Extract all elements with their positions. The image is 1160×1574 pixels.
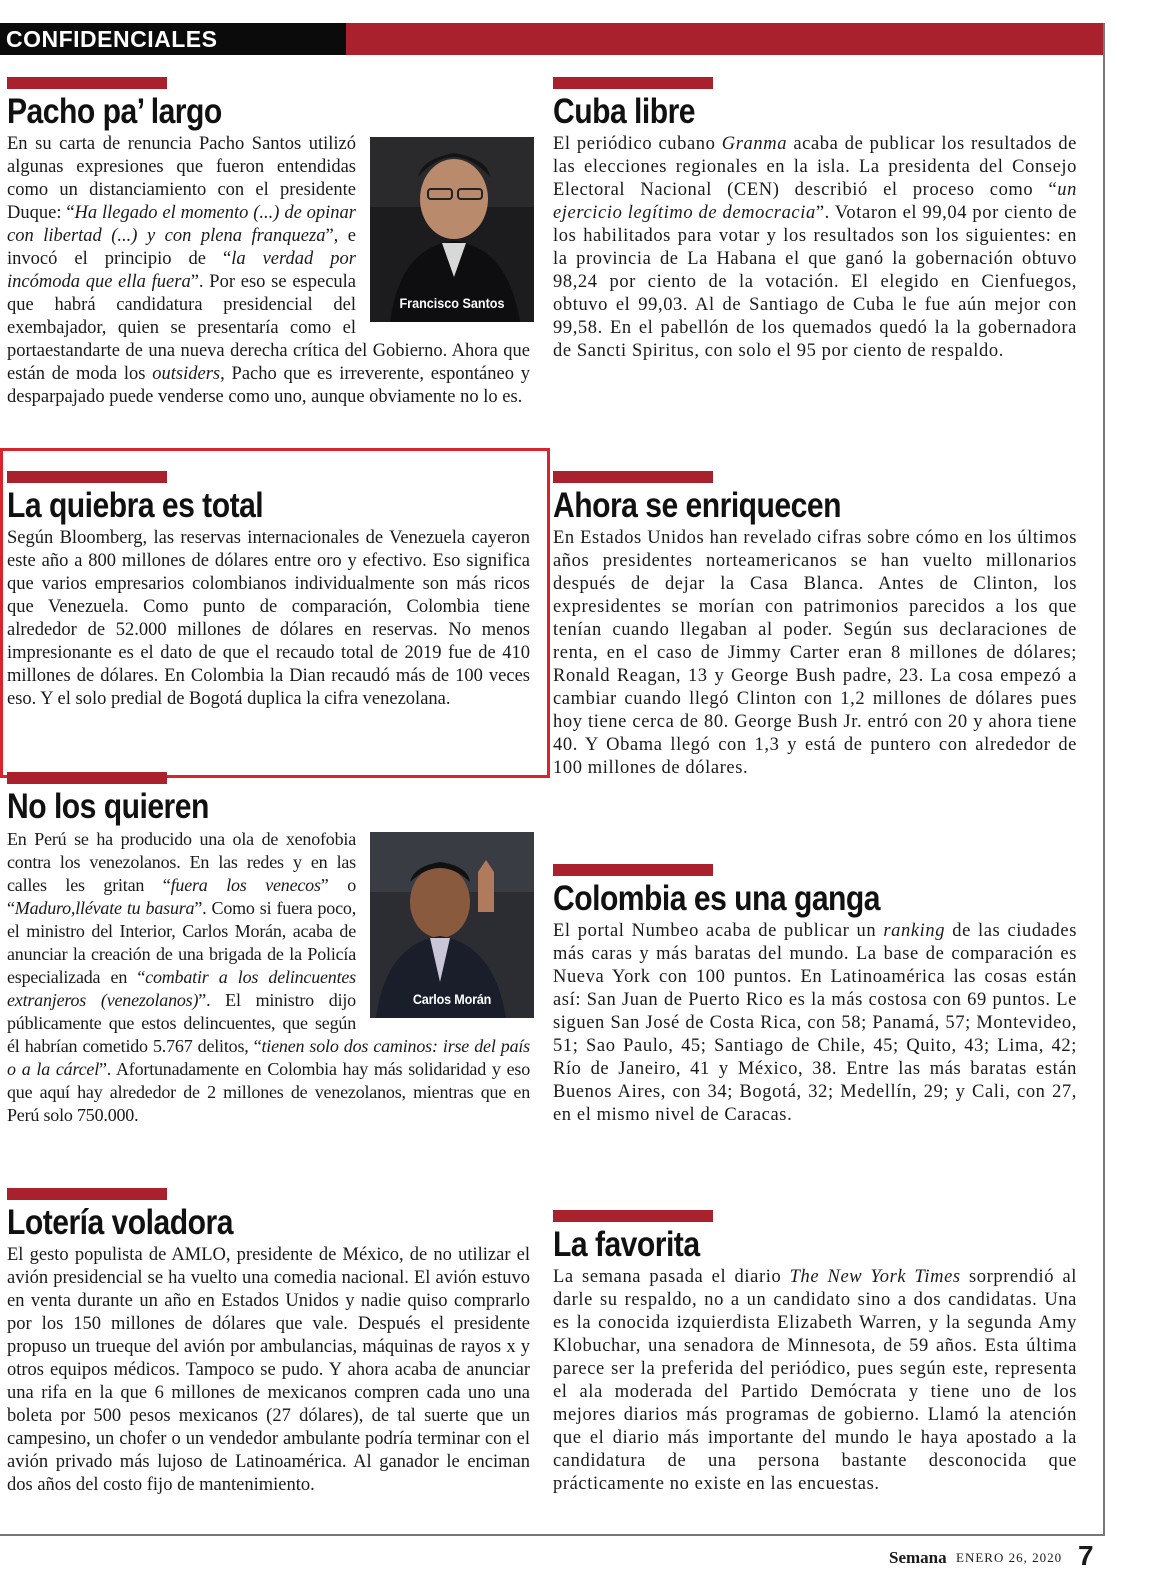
headline-bar [553,471,713,483]
article-body: Francisco Santos En su carta de renuncia Pacho Santos utilizó algunas expresiones que fueron entendidas como un distanciamiento con el presidente Duque: “Ha llegado el momento (...) de opinar con libertad (...) y con plena franqueza”, e invocó el principio de “la verdad por incómoda que ella fuera”. Por eso se especula que habrá candidatura presidencial del exembajador, quien se presentaría como el portaestandarte de una nueva derecha crítica del Gobierno. Ahora que están de moda los outsiders, Pacho que es irreverente, espontáneo y desparpajado puede venderse como uno, aunque obviamente no lo es. [7,133,530,409]
headline-bar [553,77,713,89]
magazine-name: Semana [889,1548,947,1567]
photo-caption: Francisco Santos [399,295,505,311]
photo-carlos-moran [370,832,534,1018]
headline: La favorita [553,1225,700,1264]
headline: Colombia es una ganga [553,879,881,918]
section-label: CONFIDENCIALES [0,23,346,55]
article-ganga [553,864,1077,1127]
article-cuba [553,77,1077,363]
page-rule-right [1103,23,1105,1535]
article-favorita [553,1210,1077,1496]
article-body: Según Bloomberg, las reservas internacionales de Venezuela cayeron este año a 800 millones de dólares entre oro y efectivo. Eso significa que varios empresarios colombianos individualmente son más ricos que Venezuela. Como punto de comparación, Colombia tiene alrededor de 52.000 millones de dólares en reservas. No menos impresionante es el dato de que el recaudo total de 2019 fue de 410 millones de dólares. En Colombia la Dian recaudó más de 100 veces eso. Y el solo predial de Bogotá duplica la cifra venezolana. [7,528,530,709]
headline: Pacho pa’ largo [7,92,222,131]
article-loteria [7,1188,530,1497]
headline: Cuba libre [553,92,696,131]
article-body: El portal Numbeo acaba de publicar un ranking de las ciudades más caras y más baratas del mundo. La base de comparación es Nueva York con 100 puntos. En Latinoamérica las cosas están así: San Juan de Puerto Rico es la más costosa con 69 puntos. Le siguen San José de Costa Rica, con 58; Panamá, 57; Montevideo, 51; Sao Paulo, 45; Santiago de Chile, 45; Quito, 43; Lima, 42; Río de Janeiro, 41 y México, 38. Entre las más baratas están Buenos Aires, con 34; Bogotá, 32; Medellín, 29; y Cali, con 27, en el mismo nivel de Caracas. [553,921,1077,1125]
headline: La quiebra es total [7,486,264,525]
headline-bar [7,1188,167,1200]
headline-bar [7,77,167,89]
article-enriquecen [553,471,1077,780]
page-rule-bottom [0,1534,1105,1536]
article-quiebra [7,471,530,711]
article-body: Carlos Morán En Perú se ha producido una ola de xenofobia contra los venezolanos. En las redes y en las calles les gritan “fuera los venecos” o “Maduro,llévate tu basura”. Como si fuera poco, el ministro del Interior, Carlos Morán, acaba de anunciar la creación de una brigada de la Policía especializada en “combatir a los delincuentes extranjeros (venezolanos)”. El ministro dijo públicamente que estos delincuentes, que según él habrían cometido 5.767 delitos, “tienen solo dos caminos: irse del país o a la cárcel”. Afortunadamente en Colombia hay más solidaridad y eso que aquí hay alrededor de 2 millones de venezolanos, mientras que en Perú solo 750.000. [7,828,530,1127]
headline: Lotería voladora [7,1203,233,1242]
article-body: La semana pasada el diario The New York Times sorprendió al darle su respaldo, no a un candidato sino a dos candidatas. Una es la conocida izquierdista Elizabeth Warren, y la segunda Amy Klobuchar, una senadora de Minnesota, de 59 años. Esta última parece ser la preferida del periódico, pues según este, representa el ala moderada del Partido Demócrata y tiene uno de los mejores diarios más programas de gobierno. Llamó la atención que el diario más importante del mundo le haya apostado a la candidatura de una persona bastante desconocida que prácticamente no existe en las encuestas. [553,1267,1078,1494]
article-quieren [7,772,530,1127]
page-footer [0,1540,1105,1570]
photo-caption: Carlos Morán [412,991,492,1007]
article-body: El gesto populista de AMLO, presidente de México, de no utilizar el avión presidencial se ha vuelto una comedia nacional. El avión estuvo en venta durante un año en Estados Unidos y nadie quiso comprarlo por los 150 millones de dólares que vale. Después el presidente propuso un trueque del avión por ambulancias, máquinas de rayos x y otros equipos médicos. Tampoco se pudo. Y ahora acaba de anunciar una rifa en la que 6 millones de mexicanos compren cada uno una boleta por 500 pesos mexicanos (27 dólares), de tal suerte que un campesino, un chofer o un vendedor ambulante podría terminar con el avión privado más lujoso de Latinoamérica. Al ganador le enciman dos años del costo fijo de mantenimiento. [7,1245,530,1495]
headline-bar [553,864,713,876]
issue-date: ENERO 26, 2020 [956,1550,1063,1565]
headline: Ahora se enriquecen [553,486,841,525]
photo-francisco-santos [370,137,534,322]
headline-bar [553,1210,713,1222]
article-body: En Estados Unidos han revelado cifras sobre cómo en los últimos años presidentes norteamericanos se han vuelto millonarios después de dejar la Casa Blanca. Antes de Clinton, los expresidentes se morían con patrimonios parecidos a los que tenían cuando llegaban al poder. Según sus declaraciones de renta, en el caso de Jimmy Carter eran 8 millones de dólares; Ronald Reagan, 13 y George Bush padre, 23. La cosa empezó a cambiar cuando llegó Clinton con 1,2 millones de dólares pues hoy tiene cerca de 80. George Bush Jr. entró con 20 y ahora tiene 40. Y Obama llegó con 1,3 y está de puntero con alrededor de 100 millones de dólares. [553,528,1077,778]
headline-bar [7,772,167,784]
section-header [0,23,1104,55]
header-band [346,23,1104,55]
page-number: 7 [1078,1540,1094,1571]
headline: No los quieren [7,787,209,826]
article-pacho [7,77,530,409]
headline-bar [7,471,167,483]
article-body: El periódico cubano Granma acaba de publicar los resultados de las elecciones regionales en la isla. La presidenta del Consejo Electoral Nacional (CEN) describió el proceso como “un ejercicio legítimo de democracia”. Votaron el 99,04 por ciento de los habilitados para votar y los resultados son los siguientes: en la provincia de La Habana el que ganó la gobernación obtuvo 98,24 por ciento de la votación. El elegido en Cienfuegos, obtuvo el 99,03. Al de Santiago de Cuba le fue aún mejor con 99,58. En el pabellón de los quemados quedó la la gobernadora de Sancti Spiritus, con solo el 95 por ciento de respaldo. [553,134,1078,361]
